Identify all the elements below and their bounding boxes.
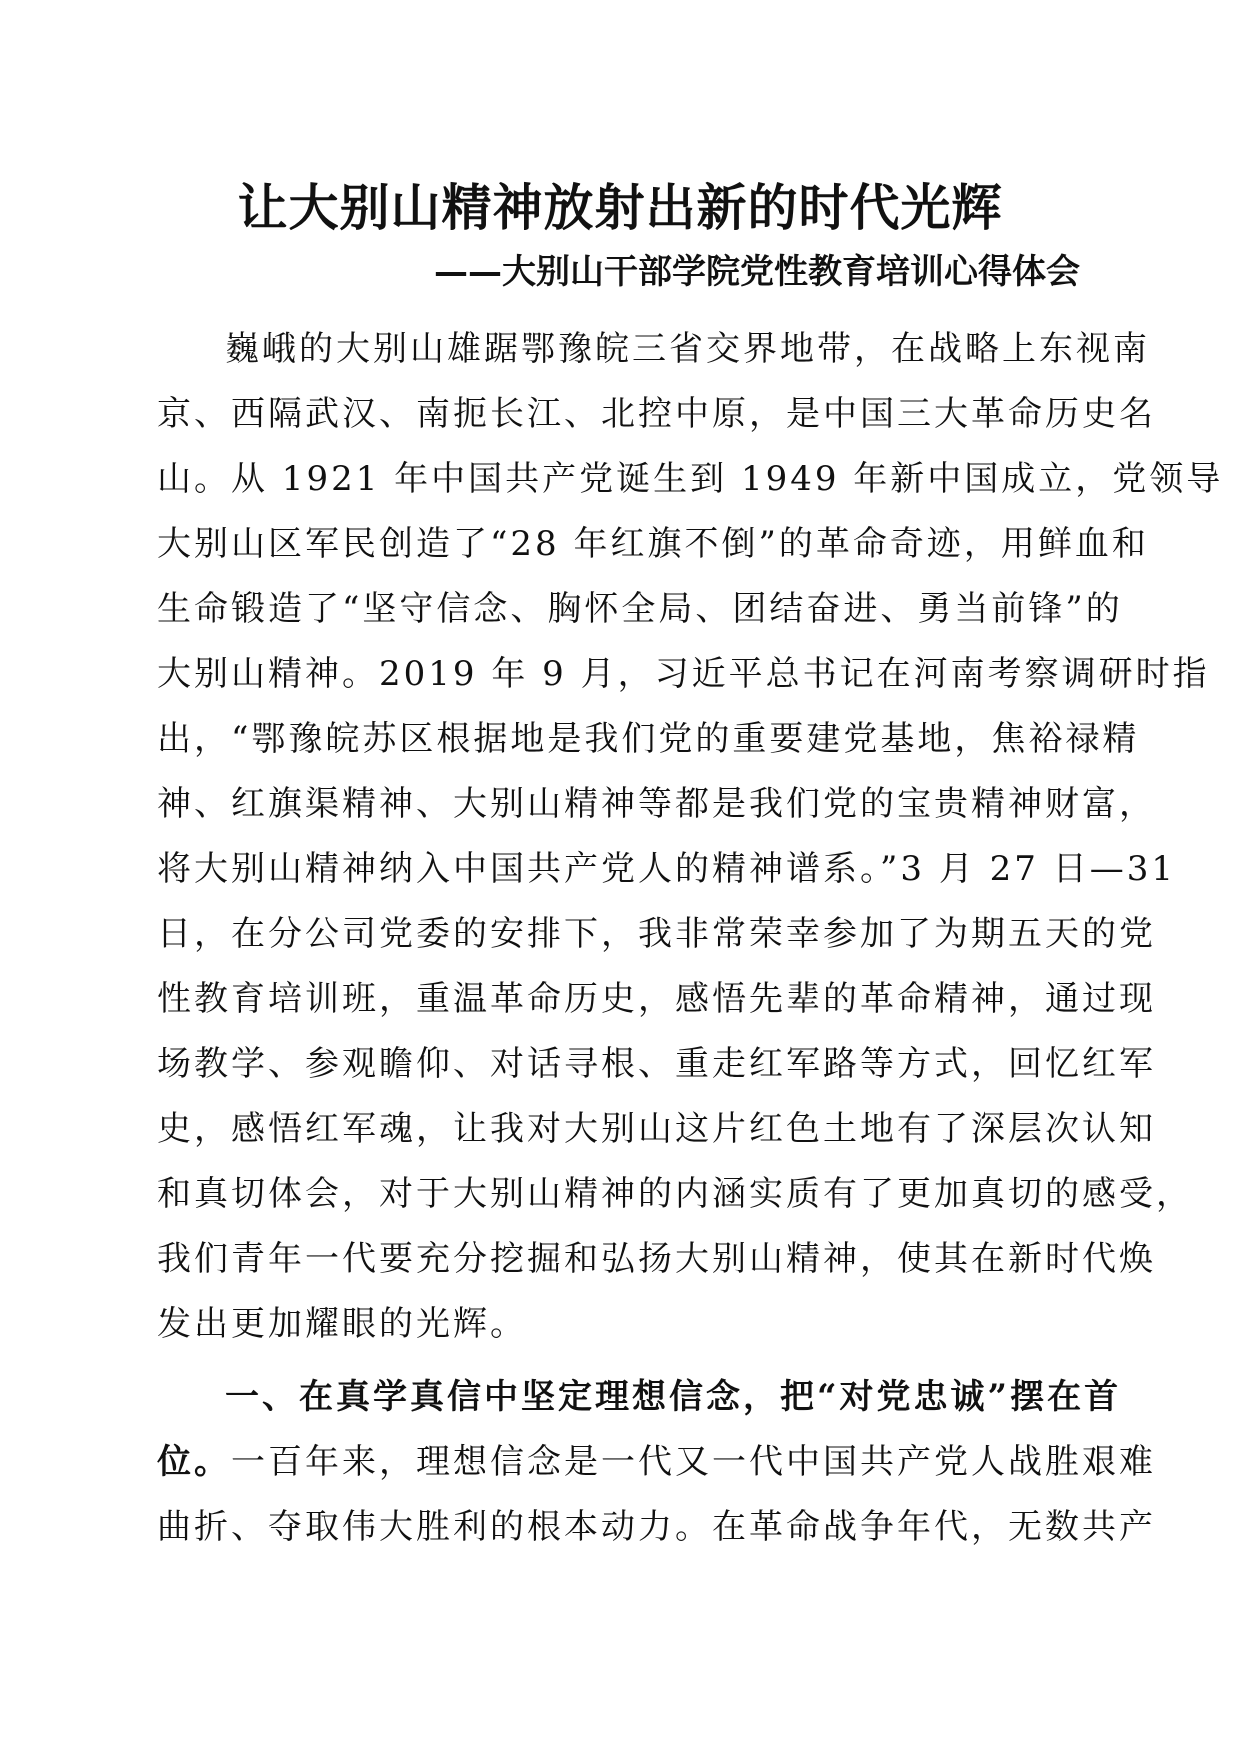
paragraph-line: 曲折、夺取伟大胜利的根本动力。在革命战争年代，无数共产 — [157, 1507, 1156, 1547]
document-subtitle: ——大别山干部学院党性教育培训心得体会 — [434, 252, 1080, 292]
section-heading: 一、在真学真信中坚定理想信念，把“对党忠诚”摆在首 — [225, 1377, 1122, 1417]
paragraph-line: 巍峨的大别山雄踞鄂豫皖三省交界地带，在战略上东视南 — [225, 329, 1150, 369]
paragraph-line: 日，在分公司党委的安排下，我非常荣幸参加了为期五天的党 — [157, 914, 1156, 954]
paragraph-line: 神、红旗渠精神、大别山精神等都是我们党的宝贵精神财富， — [157, 784, 1156, 824]
document-body — [157, 317, 1224, 1560]
section-heading-continuation — [157, 1430, 1156, 1495]
paragraph-line: 山。从 1921 年中国共产党诞生到 1949 年新中国成立，党领导 — [157, 459, 1224, 499]
paragraph-line: 出，“鄂豫皖苏区根据地是我们党的重要建党基地，焦裕禄精 — [157, 719, 1140, 759]
section-heading-end: 位。 — [157, 1442, 231, 1482]
paragraph-line: 我们青年一代要充分挖掘和弘扬大别山精神，使其在新时代焕 — [157, 1239, 1156, 1279]
paragraph-line: 史，感悟红军魂，让我对大别山这片红色土地有了深层次认知 — [157, 1109, 1156, 1149]
paragraph-line: 场教学、参观瞻仰、对话寻根、重走红军路等方式，回忆红军 — [157, 1044, 1156, 1084]
paragraph-line: 性教育培训班，重温革命历史，感悟先辈的革命精神，通过现 — [157, 979, 1156, 1019]
section-text: 一百年来，理想信念是一代又一代中国共产党人战胜艰难 — [231, 1442, 1156, 1482]
paragraph-line: 和真切体会，对于大别山精神的内涵实质有了更加真切的感受， — [157, 1174, 1193, 1214]
paragraph-line: 生命锻造了“坚守信念、胸怀全局、团结奋进、勇当前锋”的 — [157, 589, 1123, 629]
paragraph-line: 发出更加耀眼的光辉。 — [157, 1304, 527, 1344]
paragraph-line: 大别山区军民创造了“28 年红旗不倒”的革命奇迹，用鲜血和 — [157, 524, 1149, 564]
paragraph-line: 将大别山精神纳入中国共产党人的精神谱系。”3 月 27 日—31 — [157, 849, 1176, 889]
paragraph-line: 大别山精神。2019 年 9 月，习近平总书记在河南考察调研时指 — [157, 654, 1210, 694]
document-title: 让大别山精神放射出新的时代光辉 — [237, 178, 1003, 237]
paragraph-line: 京、西隔武汉、南扼长江、北控中原，是中国三大革命历史名 — [157, 394, 1156, 434]
